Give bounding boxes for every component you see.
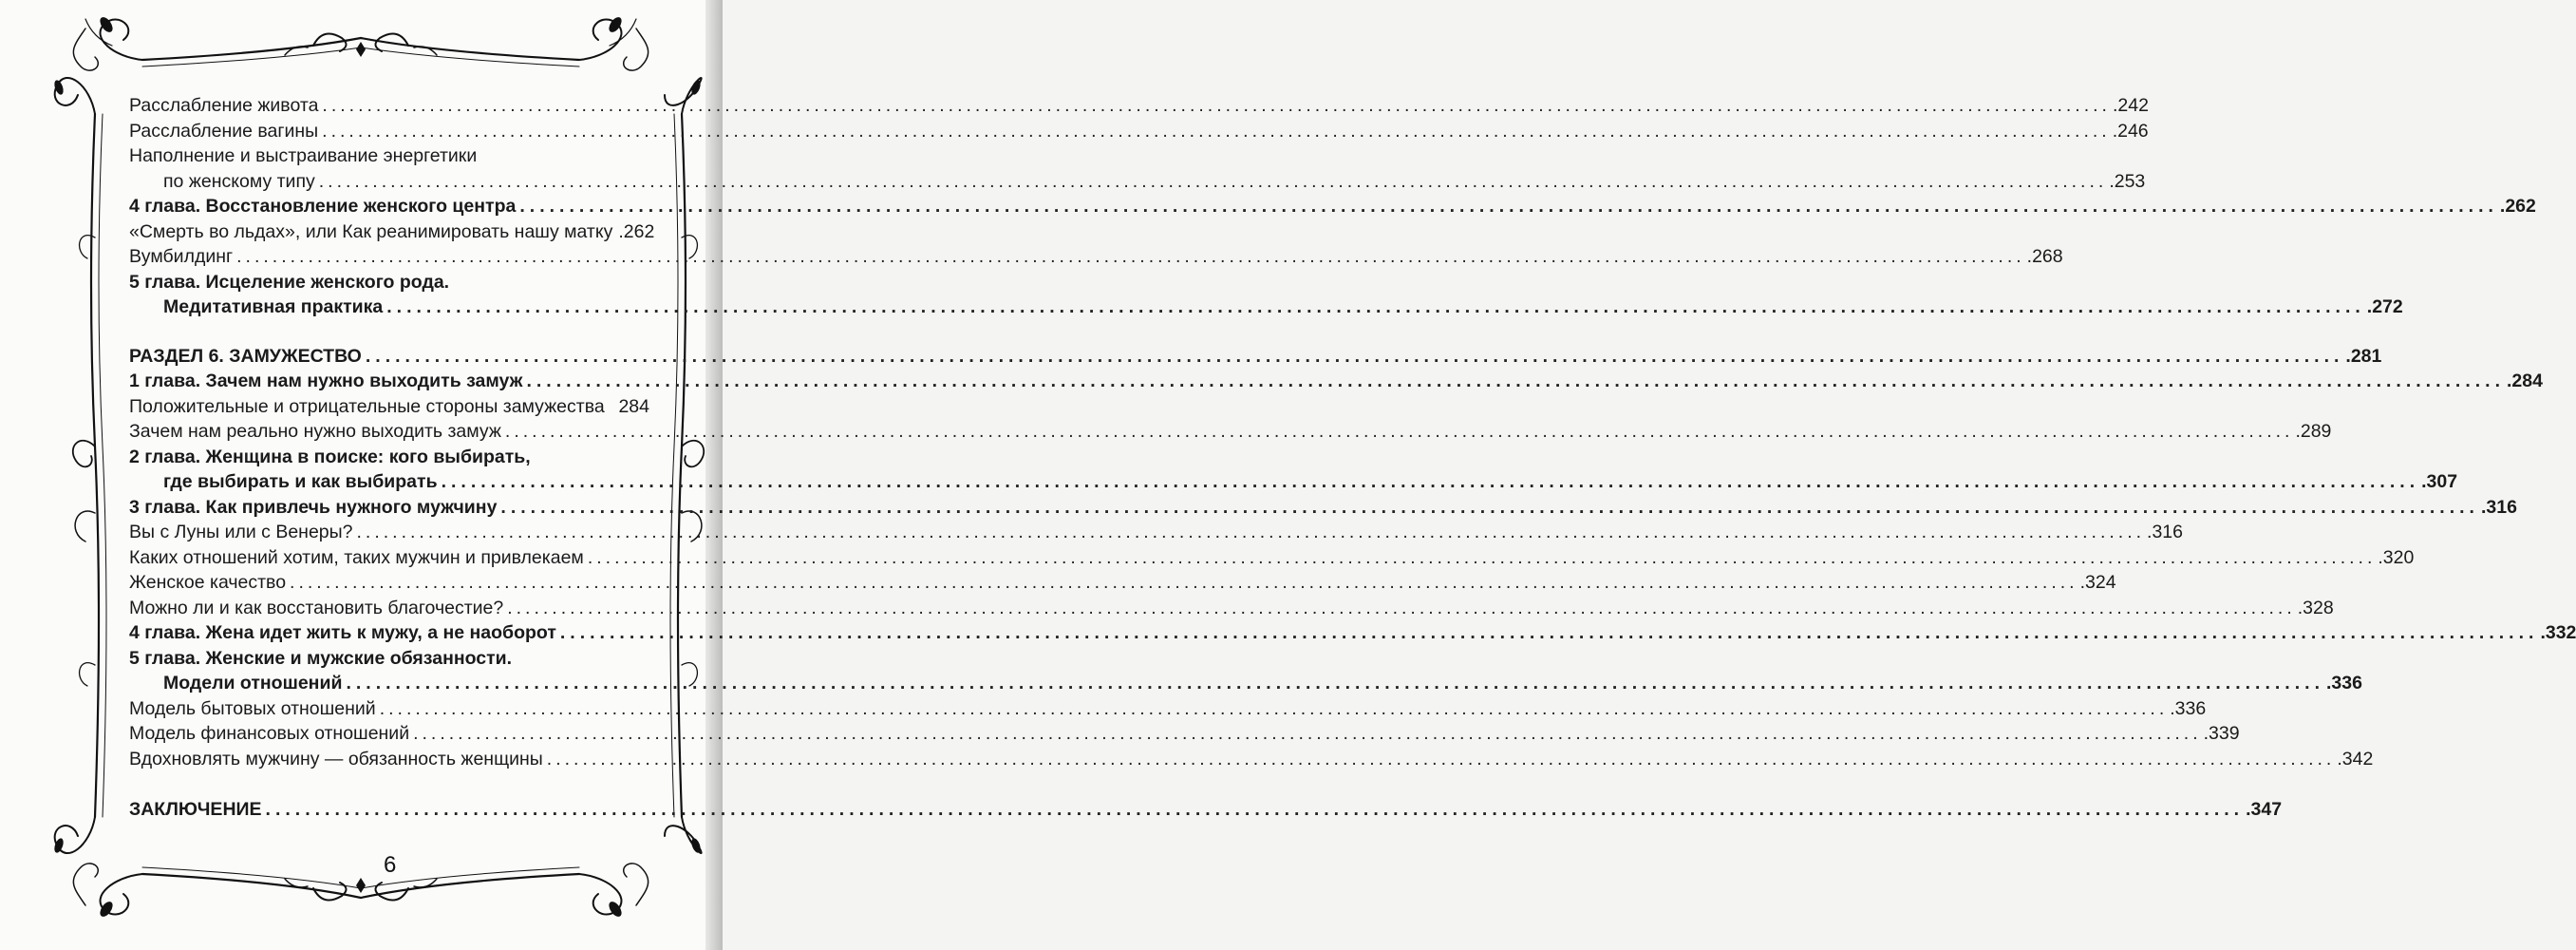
- toc-entry-page: .272: [2366, 296, 2403, 317]
- toc-entry-page: .262: [618, 220, 655, 242]
- toc-entry: [129, 696, 2207, 722]
- toc-entry-title: Модели отношений: [163, 673, 343, 694]
- toc-entry-page: 284: [618, 395, 649, 417]
- toc-entry-title: Вы с Луны или с Венеры?: [129, 522, 353, 542]
- toc-entry-title: Положительные и отрицательные стороны замужества: [129, 395, 605, 417]
- toc-leader-dots: ........................................................................................................................................................................................................: [441, 471, 2420, 492]
- toc-entry-page: .253: [2109, 170, 2146, 192]
- toc-entry-page: .324: [2079, 572, 2116, 593]
- toc-leader-dots: ........................................................................................................................................................................................................: [500, 496, 2479, 518]
- toc-entry-title: Наполнение и выстраивание энергетики: [129, 145, 478, 166]
- toc-leader-dots: ........................................................................................................................................................................................................: [379, 697, 2169, 719]
- toc-entry: [129, 495, 2517, 521]
- toc-leader-dots: ........................................................................................................................................................................................................: [587, 546, 2377, 568]
- toc-group-conclusion: [129, 797, 2283, 823]
- toc-leader-dots: ........................................................................................................................................................................................................: [318, 170, 2108, 192]
- toc-leader-dots: ........................................................................................................................................................................................................: [236, 246, 2025, 267]
- toc-entry-page: .242: [2112, 95, 2149, 116]
- toc-leader-dots: ........................................................................................................................................................................................................: [322, 95, 2111, 116]
- toc-entry-title: Вдохновлять мужчину — обязанность женщины: [129, 748, 543, 770]
- toc-entry: [129, 570, 2116, 596]
- toc-entry-page: .328: [2297, 597, 2334, 618]
- toc-entry-title: 4 глава. Жена идет жить к мужу, а не наоборот: [129, 622, 556, 643]
- toc-entry-title: Можно ли и как восстановить благочестие?: [129, 597, 504, 618]
- toc-entry-page: .246: [2112, 120, 2149, 142]
- toc-entry-page: .316: [2480, 496, 2517, 518]
- toc-entry: [129, 721, 2240, 747]
- toc-entry-page: .316: [2147, 522, 2183, 542]
- toc-entry-title: 2 глава. Женщина в поиске: кого выбирать,: [129, 446, 531, 467]
- toc-entry-page: .342: [2337, 748, 2374, 770]
- toc-entry: [129, 671, 2362, 696]
- toc-leader-dots: ........................................................................................................................................................................................................: [346, 673, 2324, 694]
- toc-leader-dots: ........................................................................................................................................................................................................: [519, 196, 2498, 217]
- toc-leader-dots: ........................................................................................................................................................................................................: [290, 572, 2078, 593]
- toc-entry: [129, 469, 2458, 495]
- toc-entry-page: .268: [2026, 246, 2063, 267]
- table-of-contents: [129, 93, 2576, 823]
- toc-entry-title: Женское качество: [129, 572, 287, 593]
- toc-entry: [129, 169, 2146, 195]
- toc-entry: [129, 344, 2382, 370]
- toc-entry-title: Расслабление живота: [129, 95, 319, 116]
- toc-leader-dots: ........................................................................................................................................................................................................: [546, 748, 2336, 770]
- toc-entry-title: 5 глава. Женские и мужские обязанности.: [129, 647, 513, 669]
- toc-entry: [129, 620, 2576, 646]
- toc-entry: [129, 445, 649, 470]
- toc-entry: [129, 93, 2149, 119]
- toc-entry-title: Зачем нам реально нужно выходить замуж: [129, 421, 501, 442]
- toc-entry: [129, 194, 2536, 219]
- toc-leader-dots: ........................................................................................................................................................................................................: [265, 799, 2245, 820]
- toc-entry-title: РАЗДЕЛ 6. ЗАМУЖЕСТВО: [129, 345, 362, 367]
- toc-entry-page: .332: [2540, 622, 2576, 643]
- toc-leader-dots: ........................................................................................................................................................................................................: [559, 622, 2539, 643]
- toc-entry: [129, 270, 649, 295]
- toc-entry: [129, 797, 2283, 823]
- toc-entry-page: .320: [2378, 546, 2415, 568]
- toc-leader-dots: ........................................................................................................................................................................................................: [507, 597, 2296, 618]
- toc-entry-title: «Смерть во льдах», или Как реанимировать нашу матку: [129, 220, 613, 242]
- toc-entry: [129, 119, 2149, 144]
- toc-entry-page: .284: [2507, 370, 2543, 391]
- toc-entry-page: .281: [2345, 345, 2382, 367]
- page-number: 6: [384, 852, 397, 878]
- toc-entry-page: .289: [2295, 421, 2332, 442]
- toc-group-continued: [129, 93, 2536, 320]
- toc-entry: [129, 369, 2543, 394]
- toc-entry: [129, 294, 2403, 320]
- toc-entry: [129, 419, 2332, 445]
- toc-entry-page: .336: [2170, 697, 2207, 719]
- toc-entry-title: ЗАКЛЮЧЕНИЕ: [129, 799, 262, 820]
- toc-entry: [129, 646, 649, 672]
- toc-entry-title: Расслабление вагины: [129, 120, 319, 142]
- toc-entry-page: .262: [2499, 196, 2536, 217]
- toc-leader-dots: ........................................................................................................................................................................................................: [413, 723, 2202, 744]
- toc-entry-title: по женскому типу: [163, 170, 315, 192]
- toc-entry-title: где выбирать и как выбирать: [163, 471, 438, 492]
- toc-leader-dots: ........................................................................................................................................................................................................: [365, 345, 2344, 367]
- toc-leader-dots: ........................................................................................................................................................................................................: [386, 296, 2365, 317]
- toc-entry-title: Каких отношений хотим, таких мужчин и привлекаем: [129, 546, 584, 568]
- toc-entry-page: .336: [2325, 673, 2362, 694]
- toc-leader-dots: ........................................................................................................................................................................................................: [322, 120, 2111, 142]
- toc-entry-title: 5 глава. Исцеление женского рода.: [129, 271, 450, 293]
- section-gap: [129, 320, 649, 344]
- toc-leader-dots: ........................................................................................................................................................................................................: [356, 522, 2146, 542]
- toc-entry: [129, 244, 2063, 270]
- toc-entry-page: .307: [2421, 471, 2458, 492]
- toc-entry-title: Вумбилдинг: [129, 246, 234, 267]
- toc-entry: [129, 596, 2334, 621]
- toc-group-section-6: [129, 344, 2576, 772]
- toc-entry-title: Модель бытовых отношений: [129, 697, 376, 719]
- toc-entry-title: 1 глава. Зачем нам нужно выходить замуж: [129, 370, 523, 391]
- toc-entry: [129, 545, 2415, 571]
- toc-entry-page: .347: [2246, 799, 2283, 820]
- toc-entry: [129, 520, 2183, 545]
- toc-leader-dots: ........................................................................................................................................................................................................: [504, 421, 2294, 442]
- toc-entry-title: Модель финансовых отношений: [129, 723, 410, 744]
- toc-entry-page: .339: [2203, 723, 2240, 744]
- section-gap: [129, 771, 649, 797]
- toc-entry: [129, 394, 649, 420]
- toc-entry-title: 3 глава. Как привлечь нужного мужчину: [129, 496, 498, 518]
- toc-leader-dots: ........................................................................................................................................................................................................: [526, 370, 2506, 391]
- toc-entry: [129, 219, 655, 245]
- toc-entry: [129, 747, 2374, 772]
- toc-entry-title: Медитативная практика: [163, 296, 384, 317]
- toc-entry-title: 4 глава. Восстановление женского центра: [129, 196, 517, 217]
- toc-entry: [129, 143, 649, 169]
